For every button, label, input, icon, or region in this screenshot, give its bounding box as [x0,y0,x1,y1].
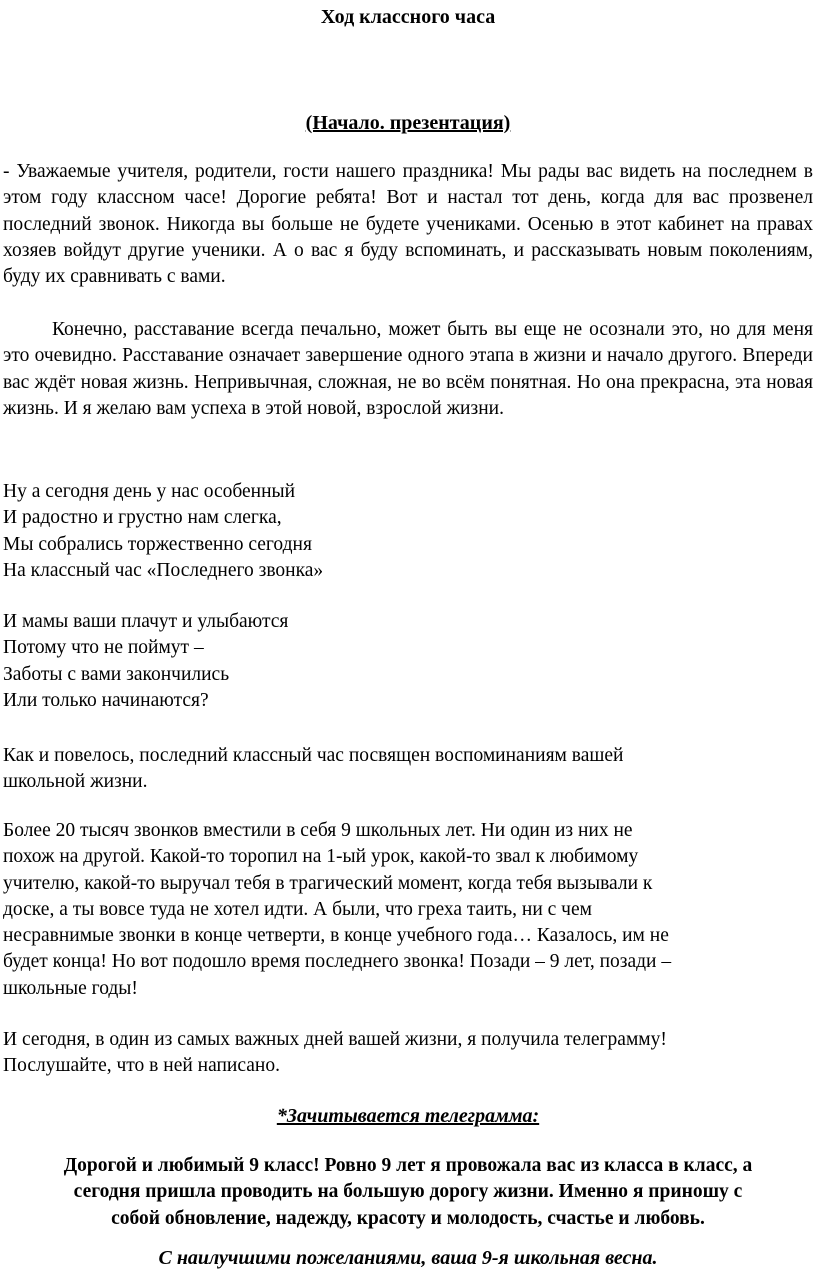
text-line: школьные годы! [3,977,138,999]
telegram-line: собой обновление, надежду, красоту и молодость, счастье и любовь. [111,1207,705,1229]
poem-stanza-2 [3,609,813,714]
text-line: Более 20 тысяч звонков вместили в себя 9 школьных лет. Ни один из них не [3,820,633,841]
text-line: Как и повелось, последний классный час посвящен воспоминаниям вашей [3,745,624,766]
telegram-heading: *Зачитывается телеграмма: [276,1105,540,1127]
paragraph-tradition [3,743,813,796]
paragraph-farewell: Конечно, расставание всегда печально, может быть вы еще не осознали это, но для меня это очевидно. Расставание означает завершение одного этапа в жизни и начало другого. Впереди вас ждёт новая жизнь. Непривычная, сложная, не во всём понятная. Но она прекрасна, эта новая жизнь. И я желаю вам успеха в этой новой, взрослой жизни. [3,319,813,419]
poem-line: На классный час «Последнего звонка» [3,559,324,581]
telegram-line: Дорогой и любимый 9 класс! Ровно 9 лет я провожала вас из класса в класс, а [63,1155,753,1176]
poem-line: Потому что не поймут – [3,637,204,659]
text-line: несравнимые звонки в конце четверти, в конце учебного года… Казалось, им не [3,925,669,947]
text-line: учителю, какой-то выручал тебя в трагический момент, когда тебя вызывали к [3,872,653,894]
poem-line: Ну а сегодня день у нас особенный [3,481,296,502]
text-line: доске, а ты вовсе туда не хотел идти. А были, что греха таить, ни с чем [3,898,592,920]
text-line: Послушайте, что в ней написано. [3,1055,280,1077]
document-title: Ход классного часа [320,6,496,28]
poem-line: Заботы с вами закончились [3,663,230,685]
telegram-signature: С наилучшими пожеланиями, ваша 9-я школьная весна. [158,1247,658,1269]
telegram-text [0,1153,816,1232]
section-subtitle: (Начало. презентация) [305,112,511,134]
poem-stanza-1 [3,479,813,584]
poem-line: Или только начинаются? [3,689,209,711]
poem-line: И радостно и грустно нам слегка, [3,507,282,529]
poem-line: И мамы ваши плачут и улыбаются [3,611,289,632]
paragraph-greeting: - Уважаемые учителя, родители, гости нашего праздника! Мы рады вас видеть на последнем в этом году классном часе! Дорогие ребята! Вот и настал тот день, когда для вас прозвенел последний звонок. Никогда вы больше не будете учениками. Осенью в этот кабинет на правах хозяев войдут другие ученики. А о вас я буду вспоминать, и рассказывать новым поколениям, буду их сравнивать с вами. [3,161,813,288]
text-line: будет конца! Но вот подошло время последнего звонка! Позади – 9 лет, позади – [3,951,672,973]
poem-line: Мы собрались торжественно сегодня [3,533,312,555]
paragraph-telegram-intro [3,1027,813,1080]
text-line: похож на другой. Какой-то торопил на 1-ый урок, какой-то звал к любимому [3,846,639,868]
telegram-line: сегодня пришла проводить на большую дорогу жизни. Именно я приношу с [73,1181,743,1203]
text-line: И сегодня, в один из самых важных дней вашей жизни, я получила телеграмму! [3,1029,667,1050]
text-line: школьной жизни. [3,771,148,793]
paragraph-bells [3,818,813,1002]
